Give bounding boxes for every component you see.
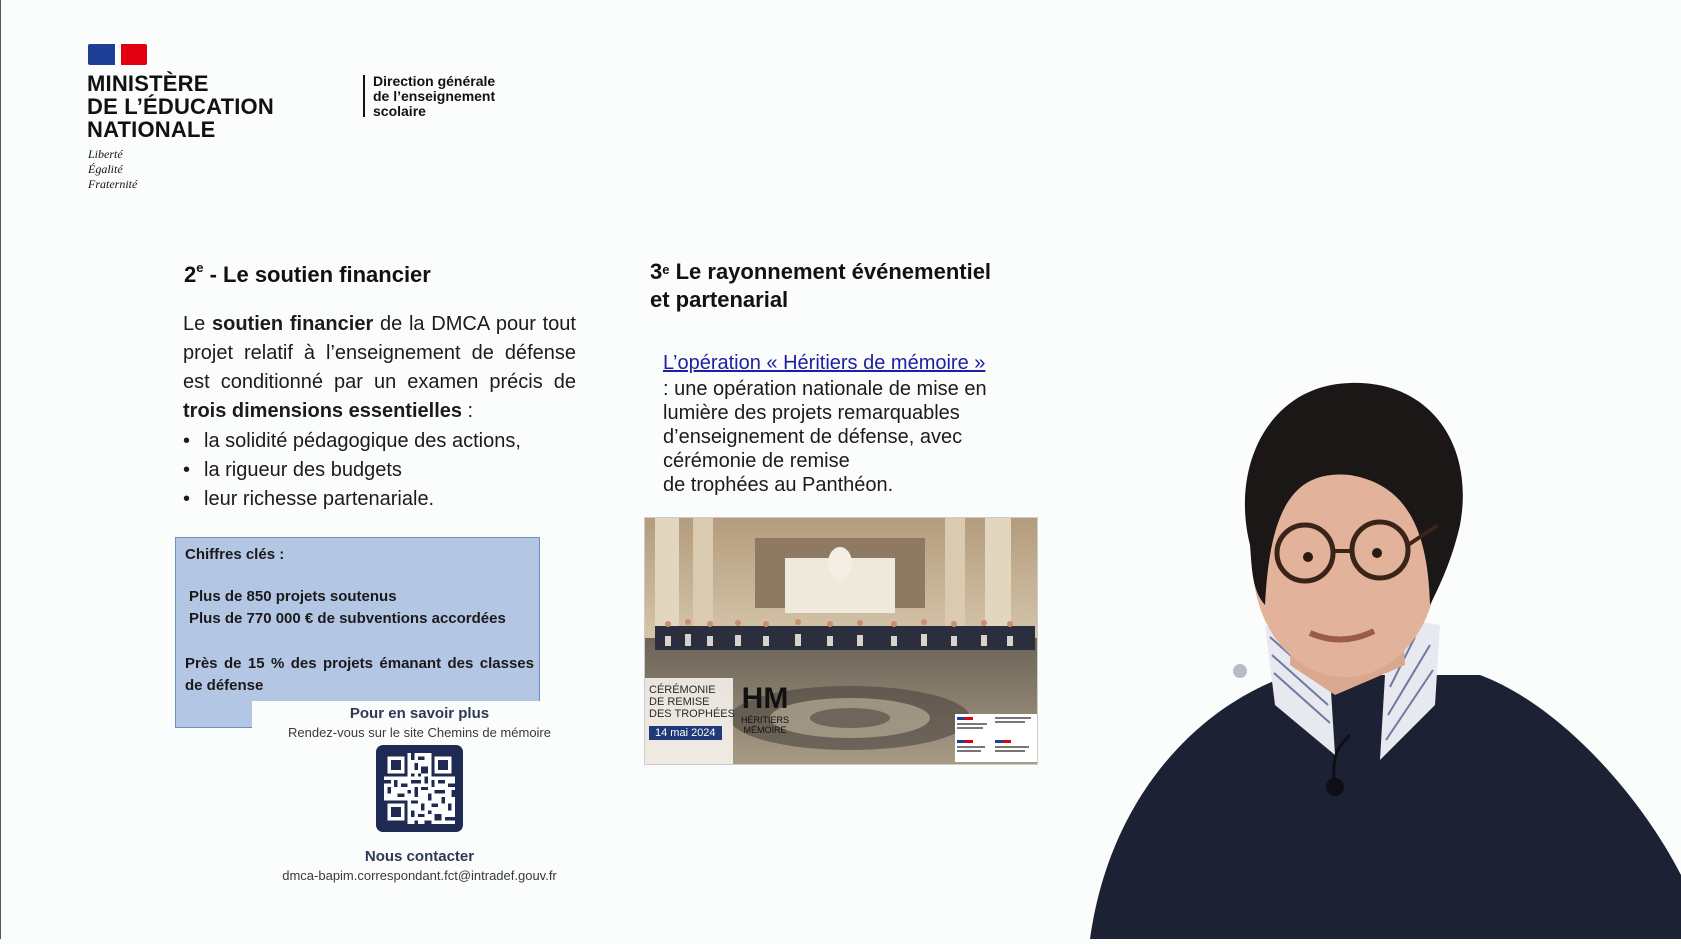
directorate-name <box>373 74 495 119</box>
qr-code[interactable] <box>376 745 463 832</box>
learn-more-subtitle: Rendez-vous sur le site Chemins de mémoire <box>288 725 551 740</box>
qr-code-icon <box>384 753 455 824</box>
logo-text <box>735 715 795 735</box>
para-text: : <box>462 400 474 422</box>
partner-logos <box>955 714 1037 762</box>
key-figure: Près de 15 % des projets émanant des classes de défense <box>185 655 534 694</box>
key-figures-box <box>175 537 540 728</box>
operation-description <box>663 377 987 497</box>
frame-edge <box>0 0 1 939</box>
description-line: d’enseignement de défense, avec <box>663 426 963 448</box>
motto-line: Fraternité <box>88 177 138 191</box>
list-item: • la solidité pédagogique des actions, <box>183 427 521 456</box>
list-item: • leur richesse partenariale. <box>183 485 521 514</box>
contact-title: Nous contacter <box>364 848 475 865</box>
heritiers-de-memoire-link[interactable]: L’opération « Héritiers de mémoire » <box>663 352 986 374</box>
financial-support-paragraph <box>183 310 576 426</box>
pantheon-ceremony-photo <box>644 517 1038 765</box>
logo-line: MÉMOIRE <box>743 725 787 735</box>
heading-text: - Le soutien financier <box>203 262 431 287</box>
motto-line: Égalité <box>88 162 123 176</box>
presenter-video <box>1080 375 1681 939</box>
section-2-heading <box>184 262 431 288</box>
contact-email-link[interactable]: dmca-bapim.correspondant.fct@intradef.gouv.fr <box>282 868 557 883</box>
heading-number: 3 <box>650 259 663 284</box>
directorate-line: de l’enseignement <box>373 88 496 104</box>
criteria-list <box>183 427 521 514</box>
republic-motto <box>88 147 137 192</box>
description-line: : une opération nationale de mise en <box>663 378 987 400</box>
motto-line: Liberté <box>88 147 123 161</box>
caption-line: DES TROPHÉES <box>649 708 735 720</box>
heading-ordinal: e <box>196 260 204 275</box>
description-line: lumière des projets remarquables <box>663 402 960 424</box>
ministry-line: NATIONALE <box>87 117 216 142</box>
directorate-line: Direction générale <box>373 73 496 89</box>
ceremony-caption <box>649 684 735 720</box>
directorate-line: scolaire <box>373 103 426 119</box>
description-line: de trophées au Panthéon. <box>663 474 894 496</box>
key-figures-title: Chiffres clés : <box>185 546 285 563</box>
ministry-line: DE L’ÉDUCATION <box>87 94 274 119</box>
description-line: cérémonie de remise <box>663 450 850 472</box>
para-text: Le <box>183 313 212 335</box>
learn-more-title: Pour en savoir plus <box>349 705 490 722</box>
para-bold: trois dimensions essentielles <box>183 400 462 422</box>
info-box <box>252 701 587 901</box>
section-3-heading <box>650 258 991 314</box>
presenter-illustration <box>1080 375 1681 939</box>
header-divider <box>363 75 365 117</box>
key-figure: Plus de 770 000 € de subventions accordées <box>189 610 506 627</box>
heading-number: 2 <box>184 262 197 287</box>
heading-ordinal: e <box>662 262 670 277</box>
para-text: de la DMCA pour tout projet relatif à l’enseignement de défense est conditionné par un examen précis de <box>183 313 576 393</box>
list-item: • la rigueur des budgets <box>183 456 521 485</box>
republic-flag-logo <box>88 44 147 65</box>
caption-line: CÉRÉMONIE <box>649 684 716 696</box>
ministry-name <box>87 72 274 141</box>
caption-line: DE REMISE <box>649 696 710 708</box>
heritiers-memoire-logo <box>735 683 795 745</box>
para-bold: soutien financier <box>212 313 374 335</box>
logo-line: HÉRITIERS <box>740 715 789 725</box>
logo-letters: HM <box>741 682 789 715</box>
heading-text: Le rayonnement événementiel <box>669 259 992 284</box>
key-figure: Plus de 850 projets soutenus <box>189 588 397 605</box>
ministry-line: MINISTÈRE <box>87 71 209 96</box>
heading-text: et partenarial <box>650 287 789 312</box>
ceremony-date-badge: 14 mai 2024 <box>649 726 722 740</box>
